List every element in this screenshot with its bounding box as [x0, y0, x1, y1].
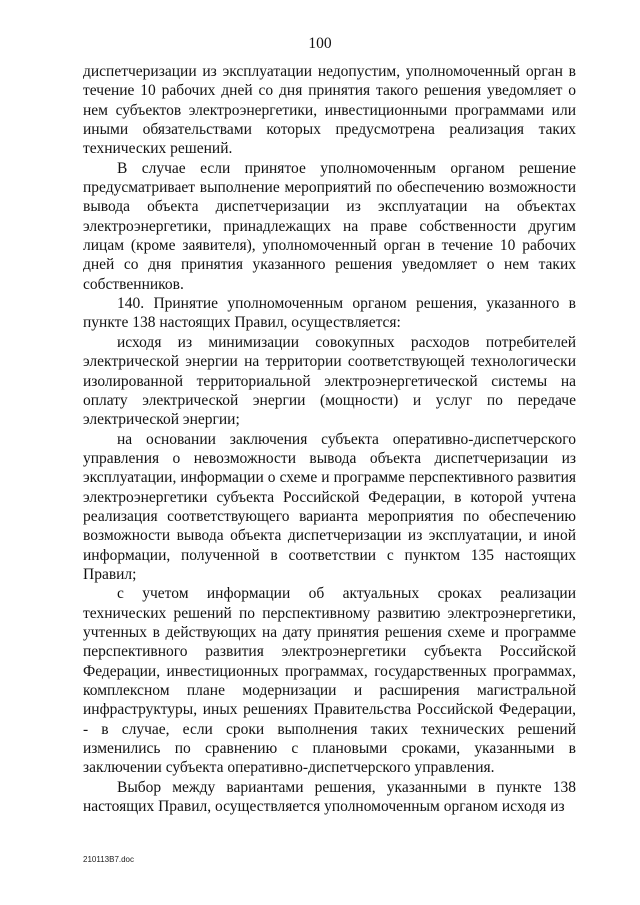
- footer-document-code: 210113B7.doc: [83, 855, 135, 864]
- page-number: 100: [308, 35, 332, 52]
- paragraph-continuation: диспетчеризации из эксплуатации недопустим, уполномоченный орган в течение 10 рабочих дней со дня принятия такого решения уведомляет о нем субъектов электроэнергетики, инвестиционными программами или иными обязательствами которых предусмотрена реализация таких технических решений.: [83, 63, 576, 158]
- document-body: [83, 62, 576, 816]
- paragraph-deadlines: с учетом информации об актуальных сроках реализации технических решений по перспективному развитию электроэнергетики, учтенных в действующих на дату принятия решения схеме и программе перспективного развития электроэнергетики субъекта Российской Федерации, инвестиционных программах, государственных программах, комплексном плане модернизации и расширения магистральной инфраструктуры, иных решениях Правительства Российской Федерации, - в случае, если сроки выполнения таких технических решений изменились по сравнению с плановыми сроками, указанными в заключении субъекта оперативно-диспетчерского управления.: [83, 585, 576, 777]
- paragraph-cost-minimization: исходя из минимизации совокупных расходов потребителей электрической энергии на территории соответствующей технологически изолированной территориальной электроэнергетической системы на оплату электрической энергии (мощности) и услуг по передаче электрической энергии;: [83, 333, 576, 429]
- paragraph-variant-choice: Выбор между вариантами решения, указанными в пункте 138 настоящих Правил, осуществляется уполномоченным органом исходя из: [83, 778, 576, 816]
- paragraph-owners-notice: В случае если принятое уполномоченным органом решение предусматривает выполнение мероприятий по обеспечению возможности вывода объекта диспетчеризации из эксплуатации на объектах электроэнергетики, принадлежащих на праве собственности другим лицам (кроме заявителя), уполномоченный орган в течение 10 рабочих дней со дня принятия указанного решения уведомляет о нем таких собственников.: [83, 159, 576, 293]
- paragraph-dispatch-conclusion: на основании заключения субъекта оперативно-диспетчерского управления о невозможности вывода объекта диспетчеризации из эксплуатации, информации о схеме и программе перспективного развития электроэнергетики субъекта Российской Федерации, в которой учтена реализация соответствующего варианта мероприятия по обеспечению возможности вывода объекта диспетчеризации из эксплуатации, и иной информации, полученной в соответствии с пунктом 135 настоящих Правил;: [83, 430, 576, 583]
- paragraph-clause-140: 140. Принятие уполномоченным органом решения, указанного в пункте 138 настоящих Правил, осуществляется:: [83, 295, 576, 332]
